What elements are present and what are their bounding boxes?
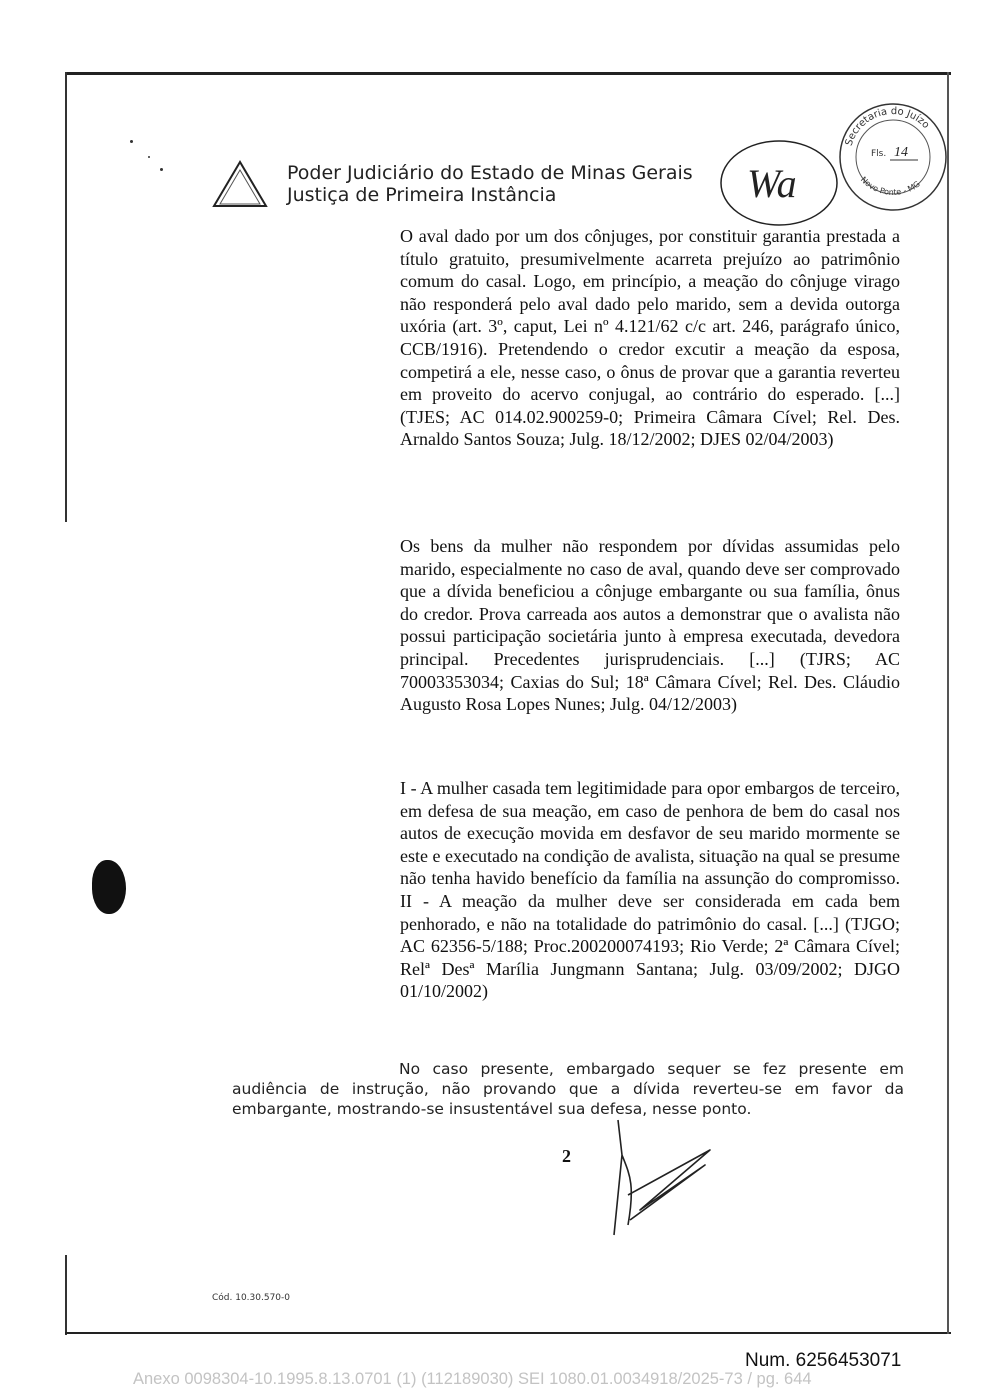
- rubric-text: Wa: [747, 161, 797, 206]
- stamp-fls-label: Fls.: [871, 149, 887, 159]
- jurisprudence-quote-tjes: O aval dado por um dos cônjuges, por constituir garantia prestada a título gratuito, presumivelmente acarreta prejuízo ao patrimônio comum do casal. Logo, em princípio, a meação do cônjuge virago não responderá pelo aval dado pelo marido, sem a devida outorga uxória (art. 3º, caput, Lei nº 4.121/62 c/c art. 246, parágrafo único, CCB/1916). Pretendendo o credor excutir a meação da esposa, competirá a ele, nesse caso, o ônus de provar que a garantia reverteu em proveito do acervo conjugal, ao contrário do esperado. [...] (TJES; AC 014.02.900259-0; Primeira Câmara Cível; Rel. Des. Arnaldo Santos Souza; Julg. 18/12/2002; DJES 02/04/2003): [400, 226, 900, 450]
- page-border-left: [65, 72, 67, 522]
- jurisprudence-quote-tjrs: Os bens da mulher não respondem por dívidas assumidas pelo marido, especialmente no caso de aval, quando deve ser comprovado que a dívida beneficiou a cônjuge embargante ou sua família, ônus do credor. Prova carreada aos autos a demonstrar que o avalista não possui participação societária junto à empresa executada, devedora principal. Precedentes jurisprudenciais. [...] (TJRS; AC 70003353034; Caxias do Sul; 18ª Câmara Cível; Rel. Des. Cláudio Augusto Rosa Lopes Nunes; Julg. 04/12/2003): [400, 536, 900, 715]
- scan-speck: [148, 156, 150, 158]
- stamp-fls-value: 14: [894, 145, 908, 160]
- page-number: 2: [562, 1146, 571, 1166]
- scan-speck: [160, 168, 163, 171]
- form-code: Cód. 10.30.570-0: [212, 1293, 291, 1303]
- page-border-right: [947, 72, 949, 1334]
- scan-speck: [130, 140, 133, 143]
- jurisprudence-quote-tjgo: I - A mulher casada tem legitimidade para opor embargos de terceiro, em defesa de sua meação, em caso de penhora de bem do casal nos autos de execução movida em desfavor de seu marido mormente se este e executado na condição de avalista, situação na qual se presume não tenha havido benefício da família na assunção do compromisso. II - A meação da mulher deve ser considerada em cada bem penhorado, e não na totalidade do patrimônio do casal. [...] (TJGO; AC 62356-5/188; Proc.200200074193; Rio Verde; 2ª Câmara Cível; Relª Desª Marília Jungmann Santana; Julg. 03/09/2002; DJGO 01/10/2002): [400, 778, 900, 1002]
- page-border-left-lower: [65, 1255, 67, 1335]
- document-number: Num. 6256453071: [745, 1350, 902, 1371]
- judiciary-triangle-logo-icon: [210, 160, 270, 210]
- page-border-top: [65, 72, 951, 75]
- rubric-initials: [717, 135, 842, 230]
- footer-annex-reference: Anexo 0098304-10.1995.8.13.0701 (1) (112189030) SEI 1080.01.0034918/2025-73 / pg. 644: [133, 1370, 812, 1388]
- handwritten-signature: [600, 1115, 730, 1245]
- stamp-bottom-text: Novo Ponte - MG: [858, 174, 922, 197]
- header-instance: Justiça de Primeira Instância: [287, 184, 557, 206]
- body-paragraph: No caso presente, embargado sequer se fez presente em audiência de instrução, não provando que a dívida reverteu-se em favor da embargante, mostrando-se insustentável sua defesa, nesse ponto.: [232, 1060, 904, 1118]
- scan-ink-blot: [92, 860, 126, 914]
- header-court-name: Poder Judiciário do Estado de Minas Gerais: [287, 162, 693, 184]
- page-border-bottom: [65, 1332, 951, 1334]
- stamp-ring-text: Secretaria do Juízo: [843, 105, 932, 148]
- court-secretary-stamp: [836, 100, 951, 215]
